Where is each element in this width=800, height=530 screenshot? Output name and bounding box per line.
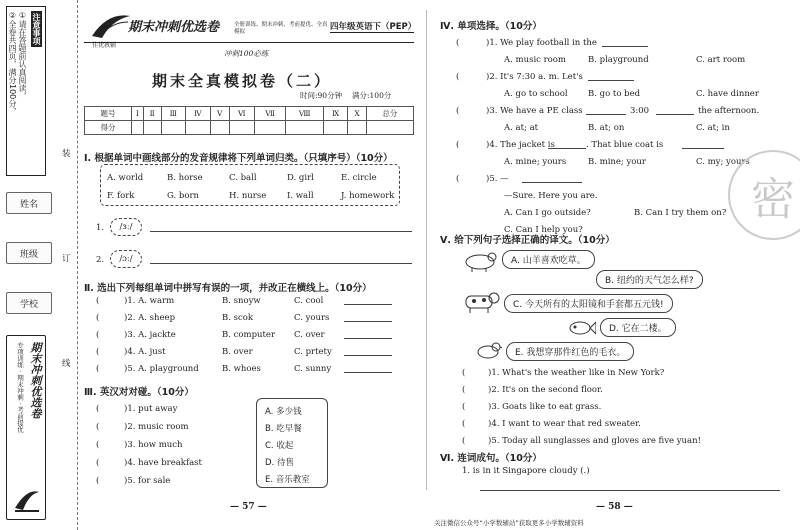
translation-bubble-c: C. 今天所有的太阳镜和手套都五元钱! (504, 294, 673, 313)
option-c: C. have dinner (696, 89, 759, 99)
score-input[interactable] (286, 121, 324, 135)
score-input[interactable] (185, 121, 210, 135)
classify-line-2-label: 2. (96, 255, 105, 265)
table-cell: Ⅵ (229, 107, 254, 121)
answer-line[interactable] (344, 372, 392, 373)
translate-item: )1. What's the weather like in New York? (488, 368, 665, 378)
q4-3-time: 3:00 (630, 106, 650, 116)
paren: ( (462, 419, 466, 429)
answer-line[interactable] (602, 46, 648, 47)
rules-line-1: ①请在答题前认真阅读， (18, 11, 27, 100)
option-c: C. art room (696, 55, 746, 65)
cow-icon (460, 290, 500, 314)
rules-box (6, 6, 46, 176)
section-4-heading: Ⅳ. 单项选择。（10分） (440, 21, 542, 32)
classify-line-1-label: 1. (96, 223, 105, 233)
q4-4-stem: )4. The jacket is (486, 140, 555, 150)
score-input[interactable] (348, 121, 367, 135)
logo-icon (88, 10, 132, 40)
section-5-items (462, 368, 782, 458)
score-input[interactable] (161, 121, 185, 135)
q4-1-stem: )1. We play football in the (486, 38, 597, 48)
word-option: J. homework (341, 191, 395, 201)
answer-line[interactable] (586, 114, 626, 115)
school-field[interactable]: 学校 (6, 292, 52, 314)
q4-3-end: the afternoon. (698, 106, 760, 116)
score-input[interactable] (132, 121, 144, 135)
answer-line[interactable] (344, 355, 392, 356)
goat-icon (462, 250, 498, 272)
tagline: 全册训练、期末冲刺、考前提优、全真模拟 (234, 22, 328, 35)
option-b: B. over (222, 347, 253, 357)
footer-note: 关注微信公众号“小学数辅站”获取更多小学数辅资料 (434, 519, 584, 527)
score-table (84, 106, 414, 135)
section-2-items (96, 296, 416, 376)
word-option: A. world (107, 173, 144, 183)
q2-5: )5. A. playground (124, 364, 199, 374)
section-6-heading: Ⅵ. 连词成句。（10分） (440, 453, 542, 464)
phonetic-1: /ɜː/ (110, 218, 142, 236)
page-number-right: — 58 — (596, 502, 633, 512)
paren: ( (462, 436, 466, 446)
paren: ( (456, 72, 460, 82)
rules-line-2: ②全卷共四页，满分100分， (8, 11, 17, 116)
section-3-heading: Ⅲ. 英汉对对碰。（10分） (84, 387, 194, 398)
translation-bubble-b: B. 纽约的天气怎么样? (596, 270, 703, 289)
option-c: C. sunny (294, 364, 332, 374)
answer-line[interactable] (522, 182, 582, 183)
match-option: B. 吃早餐 (265, 424, 302, 434)
name-field[interactable]: 姓名 (6, 192, 52, 214)
rules-title: 注意事项 (32, 13, 41, 45)
score-input[interactable] (210, 121, 229, 135)
answer-line[interactable] (480, 490, 780, 491)
word-option: I. wall (287, 191, 314, 201)
score-input[interactable] (229, 121, 254, 135)
option-b: B. whoes (222, 364, 261, 374)
table-cell: Ⅰ (132, 107, 144, 121)
phonetic-2: /ɔː/ (110, 250, 142, 268)
score-input[interactable] (254, 121, 285, 135)
option-a: A. music room (504, 55, 566, 65)
section-5-heading: Ⅴ. 给下列句子选择正确的译文。（10分） (440, 235, 615, 246)
table-cell: 题号 (85, 107, 132, 121)
translate-item: )4. I want to wear that red sweater. (488, 419, 641, 429)
option-a: A. mine; yours (504, 157, 567, 167)
answer-line-2[interactable] (150, 263, 412, 264)
word-option: D. girl (287, 173, 314, 183)
option-b: B. computer (222, 330, 276, 340)
translate-item: )3. Goats like to eat grass. (488, 402, 602, 412)
paren: ( (96, 404, 100, 414)
paren: ( (462, 385, 466, 395)
answer-line[interactable] (548, 148, 586, 149)
page-number-left: — 57 — (230, 502, 267, 512)
score-input[interactable] (143, 121, 161, 135)
paren: ( (96, 440, 100, 450)
q2-1: )1. A. warm (124, 296, 175, 306)
paren: ( (456, 38, 460, 48)
grade-label: 四年级英语下（PEP） (330, 22, 417, 32)
word-option: G. born (167, 191, 199, 201)
q4-2-stem: )2. It's 7:30 a. m. Let's (486, 72, 583, 82)
confidential-stamp: 密 (728, 150, 800, 240)
score-input[interactable] (366, 121, 413, 135)
table-cell: Ⅲ (161, 107, 185, 121)
option-b: B. mine; your (588, 157, 646, 167)
option-c: C. cool (294, 296, 324, 306)
ruler-mark-3: 线 (62, 359, 71, 369)
q4-5-stem: )5. — (486, 174, 509, 184)
paren: ( (456, 106, 460, 116)
match-option: A. 多少钱 (265, 407, 302, 417)
answer-line-1[interactable] (150, 231, 412, 232)
option-a: A. Can I go outside? (504, 208, 591, 218)
score-label: 满分:100分 (352, 91, 392, 100)
section-2-heading: Ⅱ. 选出下列每组单词中拼写有误的一项，并改正在横线上。（10分） (84, 283, 372, 294)
option-b: B. Can I try them on? (634, 208, 727, 218)
page-title: 期末全真模拟卷（二） (152, 72, 333, 90)
option-c: C. Can I help you? (504, 225, 583, 235)
paren: ( (96, 476, 100, 486)
translation-bubble-a: A. 山羊喜欢吃草。 (502, 250, 595, 269)
word-option: H. nurse (229, 191, 267, 201)
table-cell: Ⅱ (143, 107, 161, 121)
table-cell: Ⅹ (348, 107, 367, 121)
option-a: A. at; at (504, 123, 539, 133)
header-rule (84, 42, 414, 43)
match-options-box (256, 398, 328, 488)
answer-line[interactable] (344, 338, 392, 339)
ruler-mark-1: 装 (62, 149, 71, 159)
ruler-mark-2: 订 (62, 254, 71, 264)
option-b: B. playground (588, 55, 649, 65)
option-b: B. at; on (588, 123, 625, 133)
match-item: )5. for sale (124, 476, 171, 486)
match-item: )2. music room (124, 422, 189, 432)
translation-bubble-d: D. 它在二楼。 (600, 318, 676, 337)
word-option: F. fork (107, 191, 135, 201)
paren: ( (96, 422, 100, 432)
option-c: C. my; yours (696, 157, 750, 167)
strip-brand: 期末冲刺优选卷 (29, 342, 42, 419)
slogan: 冲刺100必练 (224, 49, 269, 58)
match-option: E. 音乐教室 (265, 475, 310, 485)
table-row (85, 107, 414, 121)
paren: ( (96, 458, 100, 468)
paren: ( (96, 313, 100, 323)
time-label: 时间:90分钟 (300, 91, 343, 100)
paren: ( (462, 368, 466, 378)
table-cell: Ⅳ (185, 107, 210, 121)
table-cell: Ⅶ (254, 107, 285, 121)
option-a: A. go to school (504, 89, 568, 99)
option-b: B. scok (222, 313, 254, 323)
translate-item: )2. It's on the second floor. (488, 385, 603, 395)
binding-strip (0, 0, 78, 530)
word-option: B. horse (167, 173, 203, 183)
option-c: C. at; in (696, 123, 730, 133)
option-c: C. prtety (294, 347, 332, 357)
brand-sub: 佳优教辅 (92, 42, 117, 49)
q2-4: )4. A. just (124, 347, 166, 357)
bird-icon (474, 340, 502, 360)
word-option: E. circle (341, 173, 377, 183)
table-row (85, 121, 414, 135)
page-header (84, 8, 417, 60)
paren: ( (456, 174, 460, 184)
section-3-items (96, 404, 256, 494)
fish-icon (568, 318, 596, 338)
option-b: B. go to bed (588, 89, 641, 99)
match-option: D. 待售 (265, 458, 294, 468)
answer-line[interactable] (588, 80, 634, 81)
strip-footer-box (6, 335, 46, 520)
paren: ( (96, 347, 100, 357)
answer-line[interactable] (682, 148, 724, 149)
page-divider (426, 10, 427, 490)
option-c: C. over (294, 330, 325, 340)
q2-2: )2. A. sheep (124, 313, 176, 323)
match-item: )1. put away (124, 404, 178, 414)
table-cell: 得分 (85, 121, 132, 135)
q4-4-mid: . That blue coat is (586, 140, 664, 150)
answer-line[interactable] (344, 321, 392, 322)
translate-item: )5. Today all sunglasses and gloves are five yuan! (488, 436, 701, 446)
paren: ( (456, 140, 460, 150)
option-c: C. yours (294, 313, 330, 323)
table-cell: Ⅷ (286, 107, 324, 121)
translation-bubble-e: E. 我想穿那件红色的毛衣。 (506, 342, 634, 361)
score-input[interactable] (323, 121, 347, 135)
table-cell: Ⅴ (210, 107, 229, 121)
match-item: )3. how much (124, 440, 183, 450)
q4-3-stem: )3. We have a PE class (486, 106, 583, 116)
brand-title: 期末冲刺优选卷 (128, 20, 220, 35)
paren: ( (96, 364, 100, 374)
table-cell: 总分 (366, 107, 413, 121)
match-item: )4. have breakfast (124, 458, 202, 468)
answer-line[interactable] (344, 304, 392, 305)
q2-3: )3. A. jackte (124, 330, 176, 340)
q4-5-reply: —Sure. Here you are. (504, 191, 598, 201)
section-1-heading: Ⅰ. 根据单词中画线部分的发音规律将下列单词归类。（只填序号）（10分） (84, 153, 393, 164)
strip-brand-sub: 专项训练 · 期末冲刺 · 考前提优 (16, 342, 24, 433)
class-field[interactable]: 班级 (6, 242, 52, 264)
q6-1: 1. is in it Singapore cloudy (.) (462, 466, 590, 476)
answer-line[interactable] (656, 114, 694, 115)
option-b: B. snoyw (222, 296, 261, 306)
table-cell: Ⅸ (323, 107, 347, 121)
word-option: C. ball (229, 173, 257, 183)
word-box (100, 164, 400, 206)
paren: ( (96, 296, 100, 306)
match-option: C. 收起 (265, 441, 294, 451)
logo-icon (13, 484, 41, 514)
paren: ( (462, 402, 466, 412)
paren: ( (96, 330, 100, 340)
